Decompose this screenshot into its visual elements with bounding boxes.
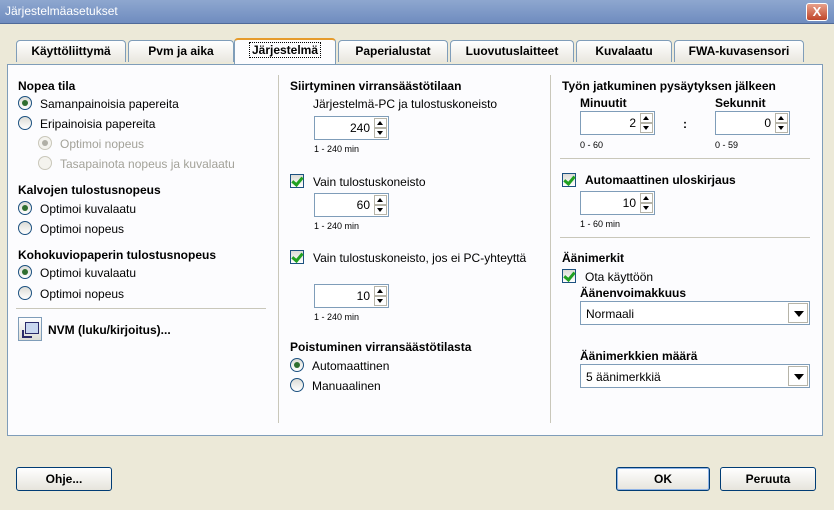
seconds-input[interactable] xyxy=(717,113,775,133)
volume-label: Äänenvoimakkuus xyxy=(580,286,687,300)
engine-timeout-range: 1 - 240 min xyxy=(314,221,360,231)
film-speed-radio[interactable] xyxy=(18,221,32,235)
beep-count-dropdown[interactable] xyxy=(580,364,810,388)
minutes-label: Minuutit xyxy=(580,96,627,110)
pc-and-engine-label: Järjestelmä-PC ja tulostuskoneisto xyxy=(313,97,498,111)
spin-up-icon[interactable] xyxy=(640,193,653,203)
title-bar xyxy=(0,0,834,24)
same-weight-label: Samanpainoisia papereita xyxy=(40,97,179,111)
engine-only-checkbox[interactable] xyxy=(290,174,304,188)
tab-date-time[interactable]: Pvm ja aika xyxy=(128,40,234,62)
beep-count-value: 5 äänimerkkiä xyxy=(586,370,661,384)
optimize-speed-sub-label: Optimoi nopeus xyxy=(60,137,145,151)
minutes-spinner[interactable] xyxy=(580,111,655,135)
exit-power-save-heading: Poistuminen virransäästötilasta xyxy=(290,340,472,354)
spin-down-icon[interactable] xyxy=(374,296,387,306)
power-save-heading: Siirtyminen virransäästötilaan xyxy=(290,79,462,93)
window-title: Järjestelmäasetukset xyxy=(5,4,118,18)
engine-no-pc-checkbox[interactable] xyxy=(290,250,304,264)
engine-timeout-spinner[interactable] xyxy=(314,193,389,217)
minutes-input[interactable] xyxy=(582,113,640,133)
beeps-heading: Äänimerkit xyxy=(562,251,625,265)
no-pc-timeout-input[interactable] xyxy=(316,286,374,306)
tab-system-label: Järjestelmä xyxy=(249,42,321,58)
exit-manual-label: Manuaalinen xyxy=(312,379,381,393)
auto-logout-label: Automaattinen uloskirjaus xyxy=(585,173,736,187)
spin-up-icon[interactable] xyxy=(374,195,387,205)
exit-auto-label: Automaattinen xyxy=(312,359,390,373)
film-quality-radio[interactable] xyxy=(18,201,32,215)
exit-manual-radio[interactable] xyxy=(290,378,304,392)
minutes-range: 0 - 60 xyxy=(580,140,604,150)
film-speed-heading: Kalvojen tulostusnopeus xyxy=(18,183,161,197)
seconds-range: 0 - 59 xyxy=(715,140,739,150)
tab-image-quality[interactable]: Kuvalaatu xyxy=(576,40,672,62)
spin-down-icon[interactable] xyxy=(374,205,387,215)
nvm-icon[interactable] xyxy=(18,317,42,341)
tab-fwa-sensor[interactable]: FWA-kuvasensori xyxy=(674,40,804,62)
logout-timeout-range: 1 - 60 min xyxy=(580,219,621,229)
spin-up-icon[interactable] xyxy=(374,118,387,128)
nvm-button-label[interactable]: NVM (luku/kirjoitus)... xyxy=(48,323,171,337)
col-separator-1 xyxy=(278,75,279,423)
balance-speed-quality-radio xyxy=(38,156,52,170)
no-pc-timeout-spinner[interactable] xyxy=(314,284,389,308)
tab-paper-trays[interactable]: Paperialustat xyxy=(338,40,448,62)
spin-up-icon[interactable] xyxy=(640,113,653,123)
tab-user-interface[interactable]: Käyttöliittymä xyxy=(16,40,126,62)
beeps-enable-checkbox[interactable] xyxy=(562,269,576,283)
spin-up-icon[interactable] xyxy=(775,113,788,123)
embossed-quality-label: Optimoi kuvalaatu xyxy=(40,266,137,280)
col3-separator-1 xyxy=(560,158,810,159)
pc-timeout-range: 1 - 240 min xyxy=(314,144,360,154)
spin-down-icon[interactable] xyxy=(775,123,788,133)
chevron-down-icon[interactable] xyxy=(788,366,808,386)
volume-value: Normaali xyxy=(586,307,635,321)
seconds-spinner[interactable] xyxy=(715,111,790,135)
embossed-speed-heading: Kohokuviopaperin tulostusnopeus xyxy=(18,248,217,262)
beep-count-label: Äänimerkkien määrä xyxy=(580,349,698,363)
engine-timeout-input[interactable] xyxy=(316,195,374,215)
pc-timeout-input[interactable] xyxy=(316,118,374,138)
mixed-weight-label: Eripainoisia papereita xyxy=(40,117,156,131)
embossed-speed-label: Optimoi nopeus xyxy=(40,287,125,301)
time-colon: : xyxy=(683,117,687,131)
spin-down-icon[interactable] xyxy=(640,203,653,213)
fast-mode-heading: Nopea tila xyxy=(18,79,76,93)
help-button[interactable]: Ohje... xyxy=(16,467,112,491)
exit-auto-radio[interactable] xyxy=(290,358,304,372)
no-pc-timeout-range: 1 - 240 min xyxy=(314,312,360,322)
same-weight-radio[interactable] xyxy=(18,96,32,110)
film-quality-label: Optimoi kuvalaatu xyxy=(40,202,137,216)
system-settings-panel xyxy=(7,64,823,436)
close-button[interactable]: X xyxy=(806,3,828,21)
col-separator-2 xyxy=(550,75,551,423)
mixed-weight-radio[interactable] xyxy=(18,116,32,130)
ok-button[interactable]: OK xyxy=(616,467,710,491)
logout-timeout-input[interactable] xyxy=(582,193,640,213)
volume-dropdown[interactable] xyxy=(580,301,810,325)
balance-speed-quality-label: Tasapainota nopeus ja kuvalaatu xyxy=(60,157,235,171)
pc-timeout-spinner[interactable] xyxy=(314,116,389,140)
auto-logout-checkbox[interactable] xyxy=(562,173,576,187)
seconds-label: Sekunnit xyxy=(715,96,766,110)
embossed-quality-radio[interactable] xyxy=(18,265,32,279)
engine-only-label: Vain tulostuskoneisto xyxy=(313,175,426,189)
engine-no-pc-label: Vain tulostuskoneisto, jos ei PC-yhteyttä xyxy=(313,251,527,265)
chevron-down-icon[interactable] xyxy=(788,303,808,323)
spin-down-icon[interactable] xyxy=(374,128,387,138)
col1-separator xyxy=(16,308,266,309)
embossed-speed-radio[interactable] xyxy=(18,286,32,300)
spin-up-icon[interactable] xyxy=(374,286,387,296)
film-speed-label: Optimoi nopeus xyxy=(40,222,125,236)
job-resume-heading: Työn jatkuminen pysäytyksen jälkeen xyxy=(562,79,776,93)
spin-down-icon[interactable] xyxy=(640,123,653,133)
beeps-enable-label: Ota käyttöön xyxy=(585,270,654,284)
col3-separator-2 xyxy=(560,237,810,238)
tab-output-devices[interactable]: Luovutuslaitteet xyxy=(450,40,574,62)
optimize-speed-sub-radio xyxy=(38,136,52,150)
cancel-button[interactable]: Peruuta xyxy=(720,467,816,491)
tab-system[interactable] xyxy=(234,38,336,64)
logout-timeout-spinner[interactable] xyxy=(580,191,655,215)
